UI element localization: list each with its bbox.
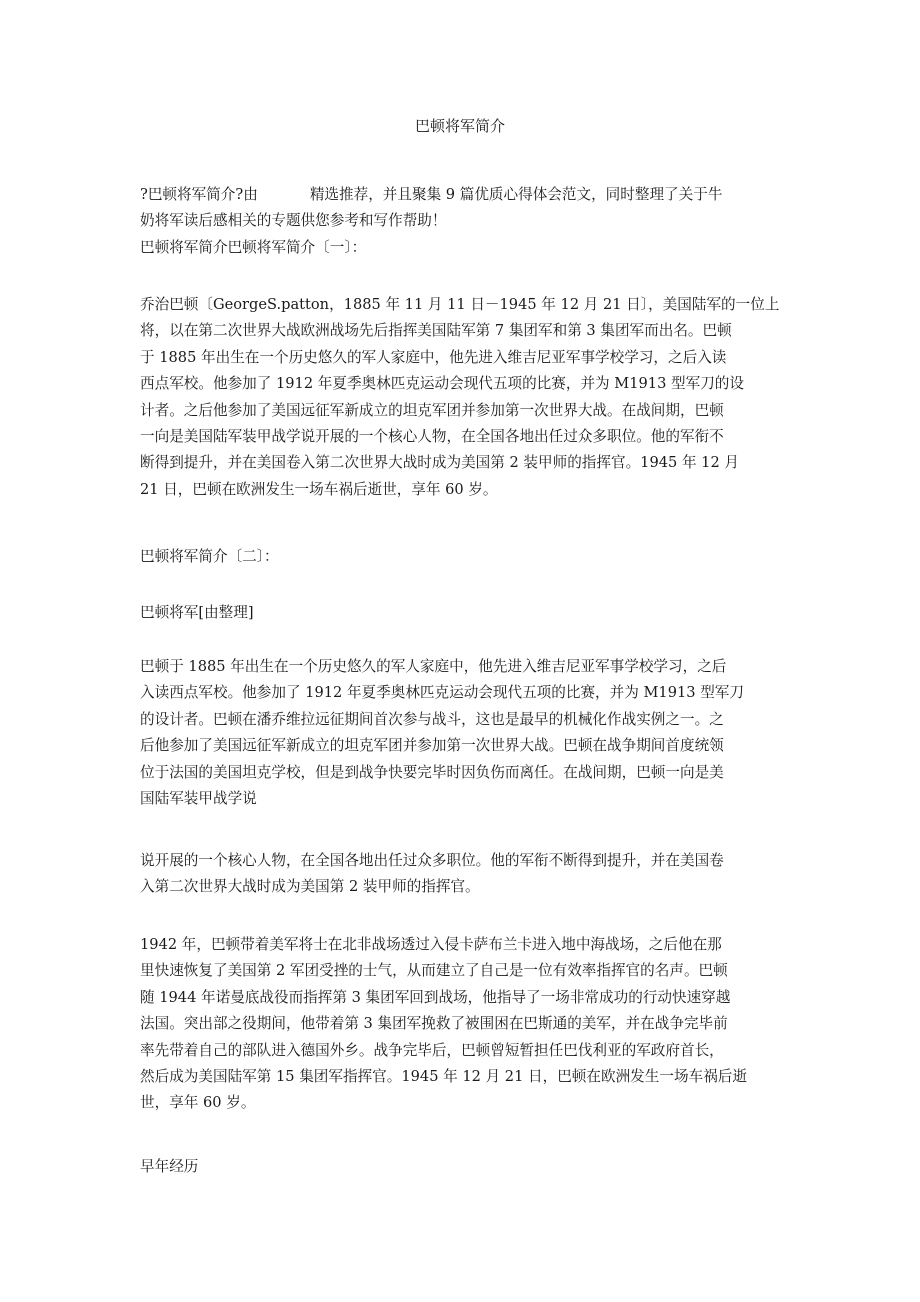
paragraph-4-line: 率先带着自己的部队进入德国外乡。战争完毕后，巴顿曾短暂担任巴伐利亚的军政府首长， (140, 1041, 724, 1059)
paragraph-4-line: 法国。突出部之役期间，他带着第 3 集团军挽救了被围困在巴斯通的美军，并在战争完毕前 (140, 1015, 728, 1033)
section-heading-4-text: 早年经历 (140, 1158, 199, 1175)
intro-line-1 (140, 182, 785, 208)
paragraph-1-line: 将，以在第二次世界大战欧洲战场先后指挥美国陆军第 7 集团军和第 3 集团军而出名。巴顿 (140, 322, 732, 340)
paragraph-2-line: 入读西点军校。他参加了 1912 年夏季奥林匹克运动会现代五项的比赛，并为 M1913 型军刀 (140, 684, 744, 702)
paragraph-2-line: 位于法国的美国坦克学校，但是到战争快要完毕时因负伤而离任。在战间期，巴顿一向是美 (140, 763, 724, 781)
paragraph-1-line: 西点军校。他参加了 1912 年夏季奥林匹克运动会现代五项的比赛，并为 M1913 型军刀的设 (140, 375, 744, 393)
intro-line-1-part-1: ?巴顿将军简介?由 (140, 186, 258, 203)
document-title: 巴顿将军简介 (414, 117, 505, 135)
paragraph-4-line: 随 1944 年诺曼底战役而指挥第 3 集团军回到战场，他指导了一场非常成功的行动快速穿越 (140, 988, 731, 1006)
paragraph-2-line: 巴顿于 1885 年出生在一个历史悠久的军人家庭中，他先进入维吉尼亚军事学校学习，之后 (140, 658, 727, 675)
section-heading-2-text: 巴顿将军简介〔二〕： (140, 548, 279, 565)
paragraph-1 (140, 292, 785, 503)
paragraph-3-line: 说开展的一个核心人物，在全国各地出任过众多职位。他的军衔不断得到提升，并在美国卷 (140, 852, 724, 869)
paragraph-1-line: 乔治巴顿〔GeorgeS.patton，1885 年 11 月 11 日－1945 年 12 月 21 日〕，美国陆军的一位上 (140, 296, 780, 313)
paragraph-4-line: 世，享年 60 岁。 (140, 1094, 256, 1112)
section-heading-3 (140, 600, 785, 626)
section-heading-4 (140, 1154, 785, 1180)
paragraph-3-line: 入第二次世界大战时成为美国第 2 装甲师的指挥官。 (140, 878, 480, 896)
paragraph-2-line: 国陆军装甲战学说 (140, 790, 257, 808)
section-heading-3-text: 巴顿将军[由整理] (140, 604, 254, 621)
section-heading-2 (140, 544, 785, 570)
paragraph-1-line: 断得到提升，并在美国卷入第二次世界大战时成为美国第 2 装甲师的指挥官。1945 年 12 月 (140, 454, 739, 472)
paragraph-1-line: 一向是美国陆军装甲战学说开展的一个核心人物，在全国各地出任过众多职位。他的军衔不 (140, 428, 724, 446)
paragraph-4-line: 里快速恢复了美国第 2 军团受挫的士气，从而建立了自己是一位有效率指挥官的名声。巴顿 (140, 962, 728, 980)
paragraph-1-line: 计者。之后他参加了美国远征军新成立的坦克军团并参加第一次世界大战。在战间期，巴顿 (140, 401, 724, 419)
paragraph-4 (140, 932, 785, 1117)
paragraph-4-line: 1942 年，巴顿带着美军将士在北非战场透过入侵卡萨布兰卡进入地中海战场，之后他在那 (140, 936, 722, 953)
paragraph-3 (140, 848, 785, 901)
intro-line-1-part-2: 精选推荐，并且聚集 9 篇优质心得体会范文，同时整理了关于牛 (309, 186, 723, 203)
paragraph-4-line: 然后成为美国陆军第 15 集团军指挥官。1945 年 12 月 21 日，巴顿在欧洲发生一场车祸后逝 (140, 1068, 747, 1086)
paragraph-2-line: 的设计者。巴顿在潘乔维拉远征期间首次参与战斗，这也是最早的机械化作战实例之一。之 (140, 710, 724, 728)
paragraph-2 (140, 654, 785, 812)
intro-line-2: 奶将军读后感相关的专题供您参考和写作帮助！ (140, 212, 447, 230)
intro-paragraph (140, 182, 785, 261)
paragraph-1-line: 于 1885 年出生在一个历史悠久的军人家庭中，他先进入维吉尼亚军事学校学习，之后入读 (140, 348, 727, 366)
intro-line-3: 巴顿将军简介巴顿将军简介〔一〕： (140, 238, 367, 256)
paragraph-2-line: 后他参加了美国远征军新成立的坦克军团并参加第一次世界大战。巴顿在战争期间首度统领 (140, 737, 724, 755)
paragraph-1-line: 21 日，巴顿在欧洲发生一场车祸后逝世，享年 60 岁。 (140, 480, 498, 498)
